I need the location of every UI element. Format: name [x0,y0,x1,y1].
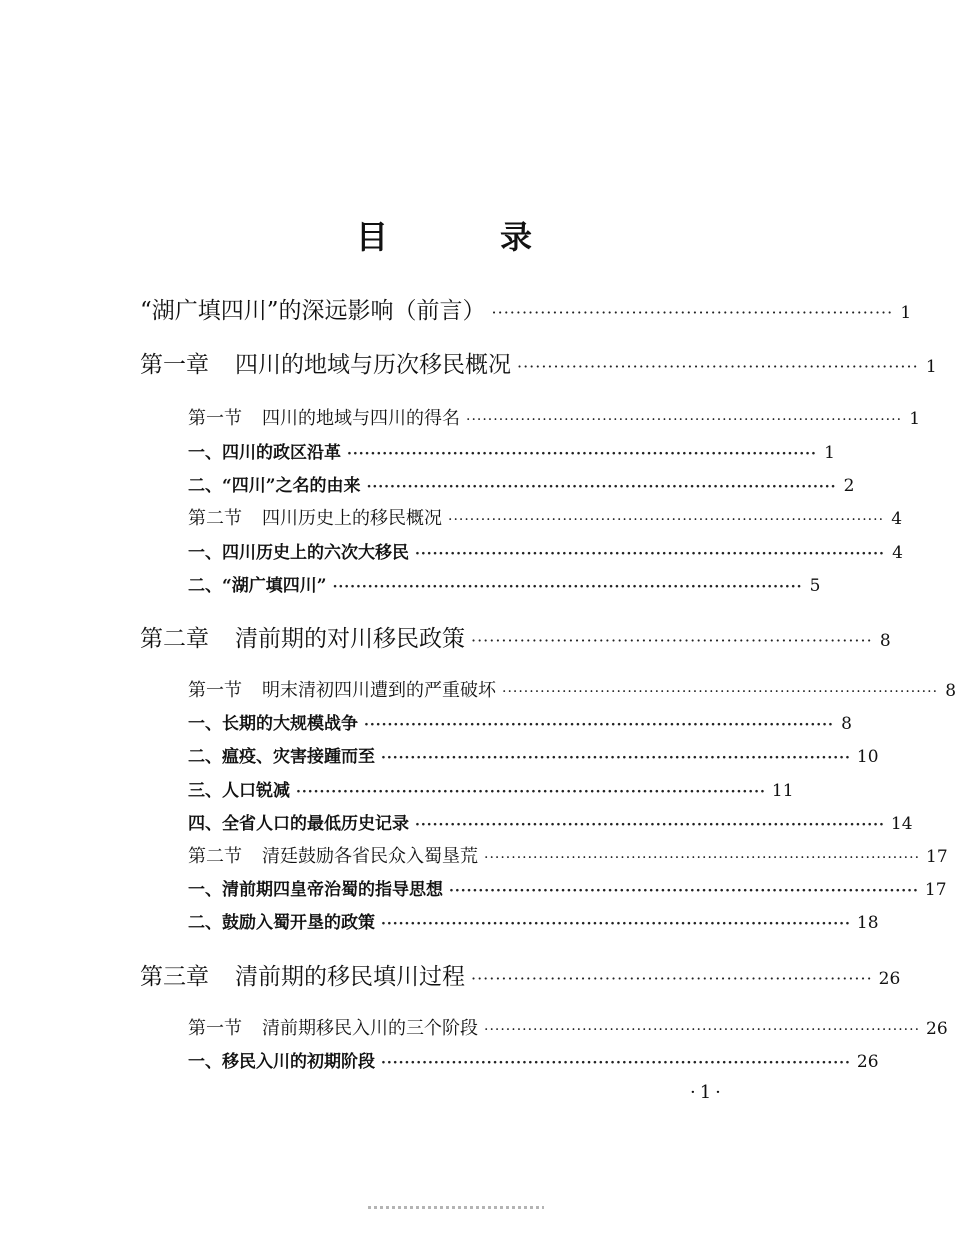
toc-page-number: 26 [856,1052,879,1072]
section-title: 四川历史上的移民概况 [262,508,442,529]
chapter-title: 清前期的移民填川过程 [235,964,465,990]
toc-item-text: 一、四川历史上的六次大移民 [188,543,409,563]
dot-leader: ················································································ [502,684,939,700]
toc-page-number: 8 [945,681,956,701]
toc-entry-text: “湖广填四川”的深远影响（前言） [140,298,486,324]
toc-item[interactable] [188,571,821,596]
toc-page-number: 1 [925,357,937,377]
dot-leader: ················································································ [381,1055,851,1071]
toc-item-text: 二、“湖广填四川” [188,576,327,596]
toc-page-number: 8 [841,714,852,734]
dot-leader: ················································································ [449,883,919,899]
toc-section[interactable] [188,1014,948,1040]
toc-page-number: 5 [809,576,821,596]
toc-section[interactable] [188,676,956,702]
toc-item[interactable] [188,471,855,496]
toc-page-number: 26 [926,1019,948,1039]
toc-page-number: 17 [926,847,948,867]
toc-item[interactable] [188,875,947,900]
toc-page-number: 11 [771,781,794,801]
toc-item[interactable] [188,908,879,933]
toc-page-number: 18 [856,913,879,933]
toc-item-text: 一、长期的大规模战争 [188,714,358,734]
chapter-label: 第二章 [140,626,209,652]
toc-chapter-2[interactable] [140,620,891,653]
dot-leader: ················································································ [347,446,817,462]
section-label: 第二节 [188,508,242,529]
toc-chapter-1[interactable] [140,346,937,379]
dot-leader: ·································································· [517,357,919,376]
section-title: 清廷鼓励各省民众入蜀垦荒 [262,846,478,867]
toc-page-number: 1 [909,409,921,429]
dot-leader: ················································································ [484,850,921,866]
toc-item[interactable] [188,809,913,834]
toc-item-text: 二、鼓励入蜀开垦的政策 [188,913,375,933]
dot-leader: ·································································· [491,303,894,322]
toc-item-text: 一、四川的政区沿革 [188,443,341,463]
dot-leader: ················································································ [364,717,834,733]
section-title: 清前期移民入川的三个阶段 [262,1018,478,1039]
toc-item-text: 二、瘟疫、灾害接踵而至 [188,747,375,767]
toc-section[interactable] [188,842,948,868]
toc-item[interactable] [188,776,794,801]
toc-page-number: 4 [891,509,903,529]
toc-item-text: 二、“四川”之名的由来 [188,476,361,496]
section-label: 第一节 [188,1018,242,1039]
toc-page-number: 2 [843,476,855,496]
toc-item-text: 一、清前期四皇帝治蜀的指导思想 [188,880,443,900]
chapter-title: 四川的地域与历次移民概况 [235,352,511,378]
toc-item-text: 四、全省人口的最低历史记录 [188,814,409,834]
toc-page-number: 26 [878,969,901,989]
dot-leader: ················································································ [381,750,851,766]
section-title: 明末清初四川遭到的严重破坏 [262,680,496,701]
dot-leader: ················································································ [332,579,803,595]
chapter-label: 第三章 [140,964,209,990]
toc-item[interactable] [188,742,879,767]
toc-page-number: 17 [924,880,947,900]
dot-leader: ················································································ [296,784,766,800]
toc-entry-preface[interactable] [140,292,912,325]
toc-item[interactable] [188,438,835,463]
dot-leader: ·································································· [471,969,873,988]
toc-item[interactable] [188,538,903,563]
dot-leader: ················································································ [415,546,885,562]
section-label: 第二节 [188,846,242,867]
dot-leader: ················································································ [484,1022,921,1038]
toc-item[interactable] [188,1047,879,1072]
toc-section[interactable] [188,404,921,430]
toc-page-number: 14 [890,814,913,834]
toc-item[interactable] [188,709,852,734]
dot-leader: ················································································ [381,916,851,932]
dot-leader: ················································································ [466,412,903,428]
toc-page-number: 4 [892,543,903,563]
toc-section[interactable] [188,504,903,530]
scan-artifact [368,1206,544,1209]
dot-leader: ················································································ [448,512,885,528]
toc-item-text: 三、人口锐减 [188,781,290,801]
chapter-title: 清前期的对川移民政策 [235,626,465,652]
page-number: ·1· [690,1082,725,1103]
toc-page-number: 1 [824,443,835,463]
section-label: 第一节 [188,408,242,429]
toc-page-number: 8 [879,631,891,651]
chapter-label: 第一章 [140,352,209,378]
dot-leader: ················································································ [366,479,837,495]
toc-chapter-3[interactable] [140,958,901,991]
dot-leader: ·································································· [471,631,873,650]
toc-item-text: 一、移民入川的初期阶段 [188,1052,375,1072]
section-title: 四川的地域与四川的得名 [262,408,460,429]
dot-leader: ················································································ [415,817,885,833]
toc-page-number: 10 [856,747,879,767]
section-label: 第一节 [188,680,242,701]
page-title: 目 录 [355,218,572,256]
toc-page-number: 1 [900,303,912,323]
